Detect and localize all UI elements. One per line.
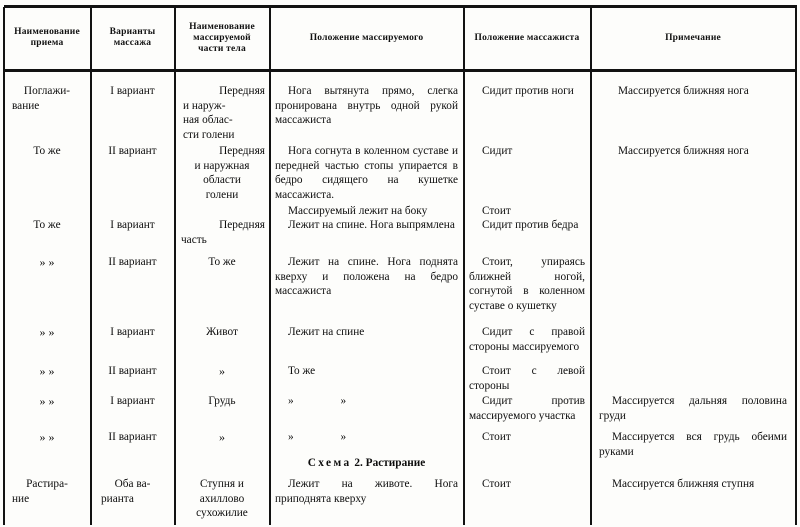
cell-variant-4	[91, 218, 174, 233]
cell-note-2: Массируется ближняя нога	[618, 145, 749, 157]
cell-priem-1	[4, 84, 90, 113]
cell-text: I вариант	[110, 326, 155, 338]
cell-text: Оба ва-	[114, 478, 151, 490]
cell-position-massaged-1: Нога вытянута прямо, слегка пронирована внутрь одной рукой массажиста	[275, 85, 458, 127]
cell-text: То же	[208, 256, 236, 268]
cell-text: ная облас-	[183, 114, 233, 127]
cell-note-1: Массируется ближняя нога	[618, 85, 749, 97]
column-notes	[591, 72, 795, 527]
cell-position-massaged-6: Лежит на спине	[288, 326, 365, 338]
cell-position-masseur-3: Стоит	[482, 205, 511, 217]
header-line: массажа	[113, 38, 152, 48]
cell-text: и наружная	[194, 159, 250, 172]
cell-text: и наруж-	[183, 99, 226, 112]
cell-text: Растира-	[26, 478, 68, 490]
cell-body-part-2	[175, 144, 269, 202]
cell-priem-9	[4, 430, 90, 445]
cell-text: Ступня и	[200, 478, 244, 490]
section-caption-prefix: Схема	[307, 457, 352, 469]
cell-text: II вариант	[108, 145, 157, 157]
cell-priem-2	[4, 144, 90, 159]
cell-position-massaged-2: Нога согнута в коленном суставе и передней частью стопы упирается в бедро сидящего на кушетке массажиста.	[275, 145, 458, 201]
cell-variant-5	[91, 255, 174, 270]
cell-body-part-4	[175, 218, 269, 247]
cell-position-masseur-5: Стоит, упираясь ближней ногой, согнутой в коленном суставе о кушетку	[469, 256, 585, 312]
header-line: Варианты	[109, 27, 156, 37]
cell-note-8: Массируется дальняя половина груди	[599, 395, 787, 422]
cell-position-massaged-5: Лежит на спине. Нога поднята кверху и положена на бедро массажиста	[275, 256, 458, 298]
cell-text: » »	[39, 325, 55, 339]
cell-text: ние	[12, 492, 30, 505]
column-variant	[91, 72, 174, 527]
header-line: Наименование	[189, 22, 255, 32]
cell-text: То же	[33, 145, 61, 157]
cell-position-massaged-8	[270, 394, 463, 409]
cell-text: I вариант	[110, 85, 155, 97]
cell-body-part-9	[175, 430, 269, 445]
column-header-position-of-massaged	[270, 33, 463, 44]
cell-text: Грудь	[208, 395, 236, 407]
cell-position-massaged-3: Массируемый лежит на боку	[288, 205, 428, 217]
cell-position-masseur-7: Стоит с левой стороны	[469, 365, 585, 392]
cell-position-massaged-10: Лежит на животе. Нога приподнята кверху	[275, 478, 458, 505]
header-line: части тела	[198, 44, 246, 54]
cell-text: голени	[205, 188, 239, 201]
cell-text: Передняя	[219, 85, 265, 97]
cell-text: ахиллово	[199, 492, 245, 505]
cell-text: часть	[181, 233, 207, 246]
cell-position-masseur-10: Стоит	[482, 478, 511, 490]
cell-position-massaged-4: Лежит на спине. Нога выпрямлена	[288, 219, 455, 231]
column-body-part	[175, 72, 269, 527]
column-header-position-of-masseur	[464, 33, 590, 44]
cell-text: » »	[39, 430, 55, 444]
cell-text: Поглажи-	[23, 85, 71, 97]
cell-position-massaged-9	[270, 430, 463, 445]
header-line: Примечание	[665, 33, 721, 43]
cell-text: Передняя	[219, 145, 265, 157]
cell-variant-8	[91, 394, 174, 409]
cell-body-part-10	[175, 477, 269, 521]
cell-priem-4	[4, 218, 90, 233]
cell-position-masseur-6: Сидит с правой стороны массируемого	[469, 326, 585, 353]
cell-body-part-7	[175, 364, 269, 379]
table-top-border	[4, 5, 797, 8]
column-header-variant	[91, 27, 174, 49]
cell-position-masseur-9: Стоит	[482, 431, 511, 443]
header-line: Положение массажиста	[474, 33, 580, 43]
cell-text: » »	[39, 364, 55, 378]
header-line: приема	[30, 38, 64, 48]
cell-body-part-6	[175, 325, 269, 340]
cell-text: II вариант	[108, 256, 157, 268]
section-caption-title: Растирание	[365, 457, 426, 469]
cell-text: Живот	[206, 326, 238, 338]
cell-note-10: Массируется ближняя ступня	[612, 478, 755, 490]
cell-position-masseur-8: Сидит против массируемого участка	[469, 395, 585, 422]
cell-position-masseur-1: Сидит против ноги	[482, 85, 574, 97]
cell-text: рианта	[101, 492, 134, 505]
cell-text: вание	[12, 99, 40, 112]
cell-text: I вариант	[110, 395, 155, 407]
cell-priem-5	[4, 255, 90, 270]
cell-text: II вариант	[108, 365, 157, 377]
column-header-body-part	[175, 22, 269, 55]
cell-variant-9	[91, 430, 174, 445]
section-caption-number: 2.	[354, 457, 363, 469]
cell-text: сухожилие	[196, 507, 248, 520]
cell-text: » »	[39, 255, 55, 269]
cell-variant-10	[91, 477, 174, 506]
cell-note-9: Массируется вся грудь обеими руками	[599, 431, 787, 458]
column-divider-right	[795, 7, 797, 525]
cell-variant-6	[91, 325, 174, 340]
section-caption	[270, 456, 463, 471]
header-line: массируемой	[193, 33, 251, 43]
cell-text: области	[203, 174, 241, 187]
cell-body-part-5	[175, 255, 269, 270]
cell-position-massaged-7: То же	[288, 365, 316, 377]
header-line: Положение массируемого	[309, 33, 424, 43]
cell-text: II вариант	[108, 431, 157, 443]
cell-text: сти голени	[183, 128, 235, 141]
cell-variant-7	[91, 364, 174, 379]
cell-body-part-8	[175, 394, 269, 409]
column-header-priem	[4, 27, 90, 49]
cell-text: »	[219, 364, 225, 378]
cell-text: » »	[39, 394, 55, 408]
column-position-of-masseur	[464, 72, 590, 527]
column-position-of-massaged	[270, 72, 463, 527]
cell-position-masseur-2: Сидит	[482, 145, 513, 157]
cell-text: То же	[33, 219, 61, 231]
cell-text: » »	[288, 431, 369, 443]
cell-text: »	[219, 430, 225, 444]
cell-variant-2	[91, 144, 174, 159]
column-priem	[4, 72, 90, 527]
header-line: Наименование	[14, 27, 80, 37]
cell-text: » »	[288, 395, 369, 407]
cell-priem-7	[4, 364, 90, 379]
cell-text: I вариант	[110, 219, 155, 231]
column-header-notes	[591, 33, 795, 44]
cell-text: Передняя	[219, 219, 265, 231]
cell-body-part-1	[175, 84, 269, 142]
cell-priem-6	[4, 325, 90, 340]
cell-position-masseur-4: Сидит против бедра	[482, 219, 579, 231]
cell-priem-8	[4, 394, 90, 409]
cell-priem-10	[4, 477, 90, 506]
cell-variant-1	[91, 84, 174, 99]
